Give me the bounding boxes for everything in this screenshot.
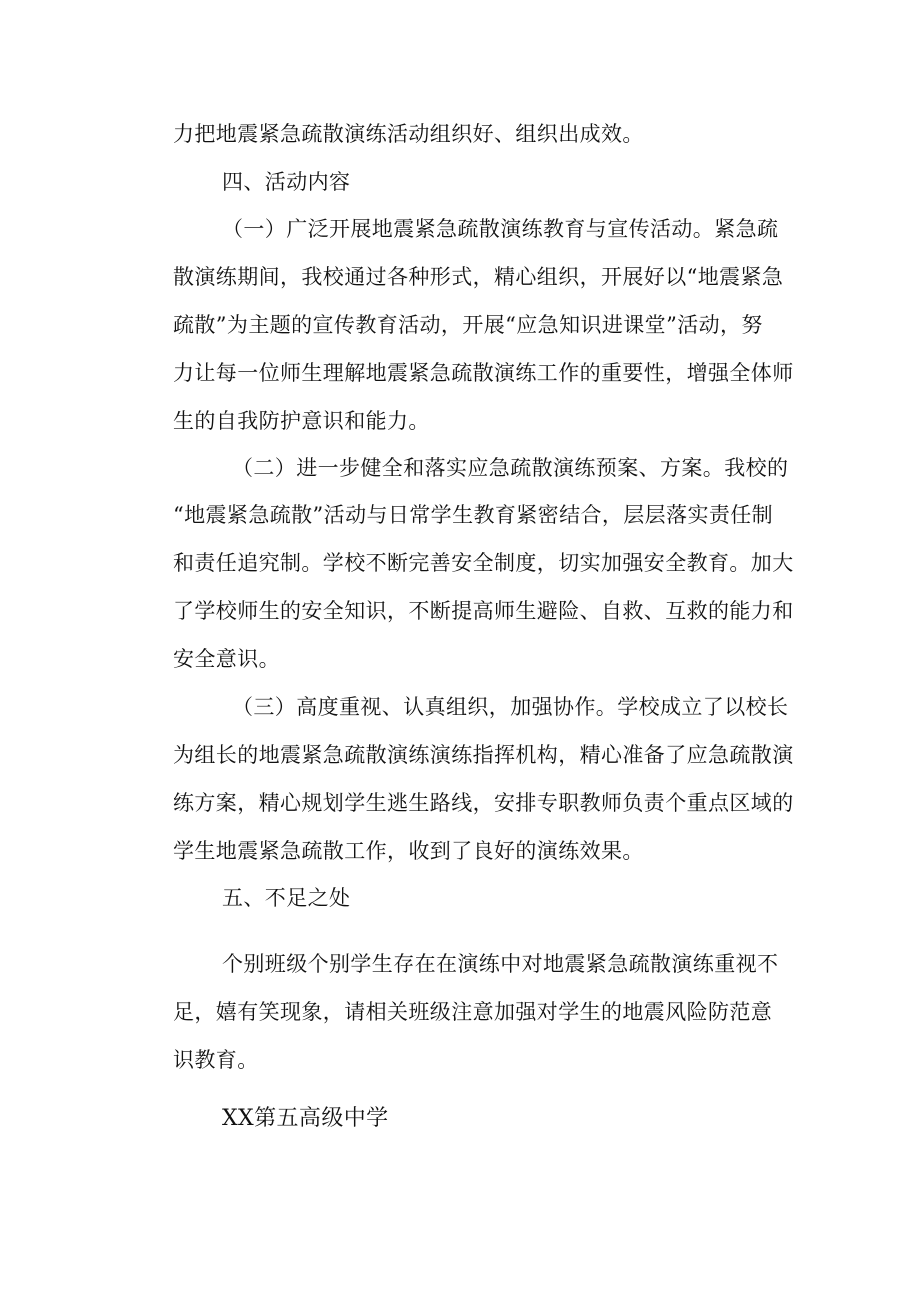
section-heading: 五、不足之处	[222, 886, 351, 910]
body-text-line: （二）进一步健全和落实应急疏散演练预案、方案。我校的	[232, 456, 789, 480]
body-text-line: 力让每一位师生理解地震紧急疏散演练工作的重要性，增强全体师	[173, 361, 794, 385]
body-text-line: 学生地震紧急疏散工作，收到了良好的演练效果。	[173, 839, 644, 863]
body-text-line: 足，嬉有笑现象，请相关班级注意加强对学生的地震风险防范意	[173, 1000, 773, 1024]
body-text-line: 和责任追究制。学校不断完善安全制度，切实加强安全教育。加大	[173, 551, 794, 575]
body-text-line: 散演练期间，我校通过各种形式，精心组织，开展好以“地震紧急	[173, 265, 784, 289]
body-text-line: 了学校师生的安全知识，不断提高师生避险、自救、互救的能力和	[173, 599, 794, 623]
body-text-line: 安全意识。	[173, 647, 280, 671]
body-text-line: 练方案，精心规划学生逃生路线，安排专职教师负责个重点区域的	[173, 791, 794, 815]
section-heading: 四、活动内容	[222, 170, 351, 194]
body-text-line: 为组长的地震紧急疏散演练演练指挥机构，精心准备了应急疏散演	[173, 743, 794, 767]
body-text-line: 力把地震紧急疏散演练活动组织好、组织出成效。	[173, 122, 644, 146]
body-text-line: 疏散”为主题的宣传教育活动，开展“应急知识进课堂”活动，努	[173, 313, 763, 337]
signature: XX第五高级中学	[222, 1106, 389, 1131]
body-text-line: （一）广泛开展地震紧急疏散演练教育与宣传活动。紧急疏	[222, 217, 779, 241]
body-text-line: 生的自我防护意识和能力。	[173, 409, 430, 433]
body-text-line: 识教育。	[173, 1048, 259, 1072]
body-text-line: （三）高度重视、认真组织，加强协作。学校成立了以校长	[232, 695, 789, 719]
body-text-line: 个别班级个别学生存在在演练中对地震紧急疏散演练重视不	[222, 952, 779, 976]
body-text-line: “地震紧急疏散”活动与日常学生教育紧密结合，层层落实责任制	[173, 503, 774, 527]
